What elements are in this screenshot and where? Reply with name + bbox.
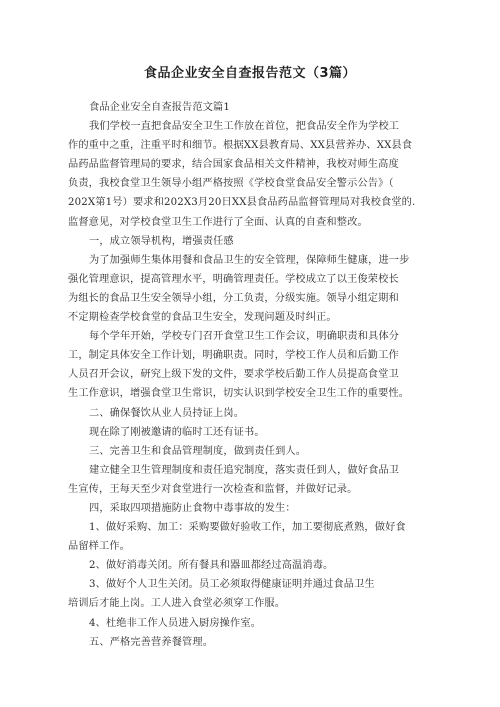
text-line: 每个学年开始，学校专门召开食堂卫生工作会议，明确职责和具体分: [89, 331, 400, 343]
text-line: 工，制定具体安全工作计划，明确职责。同时，学校工作人员和后勤工作: [68, 350, 399, 362]
text-line: 三、完善卫生和食品管理制度，做到责任到人。: [89, 445, 307, 457]
text-line: 作的重中之重，注重平时和细节。根据XX县教育局、XX县营养办、XX县食: [68, 140, 413, 152]
text-line: 202X第1号）要求和202X3月20日XX县食品药品监督管理局对我校食堂的.: [68, 197, 416, 209]
text-line: 监督意见，对学校食堂卫生工作进行了全面、认真的自查和整改。: [68, 216, 368, 228]
text-line: 人员召开会议，研究上级下发的文件，要求学校后勤工作人员提高食堂卫: [68, 369, 399, 381]
document-body: [68, 98, 442, 652]
text-line: 强化管理意识，提高管理水平，明确管理责任。学校成立了以王俊荣校长: [68, 273, 399, 285]
text-line: 1、做好采购、加工：采购要做好验收工作，加工要彻底煮熟，做好食: [89, 522, 406, 534]
text-line: 为组长的食品卫生安全领导小组，分工负责，分级实施。领导小组定期和: [68, 292, 399, 304]
text-line: 培训后才能上岗。工人进入食堂必须穿工作服。: [68, 598, 286, 610]
text-line: 4、杜绝非工作人员进入厨房操作室。: [89, 617, 262, 629]
text-line: 一，成立领导机构，增强责任感: [89, 235, 234, 247]
text-line: 不定期检查学校食堂的食品卫生安全，发现问题及时纠正。: [68, 312, 337, 324]
text-line: 现在除了刚被邀请的临时工还有证书。: [89, 426, 265, 438]
text-line: 生工作意识，增强食堂卫生常识，切实认识到学校安全卫生工作的重要性。: [68, 388, 410, 400]
text-line: 生宣传，王每天至少对食堂进行一次检查和监督，并做好记录。: [68, 483, 358, 495]
text-line: 食品企业安全自查报告范文篇1: [89, 102, 231, 113]
document-title: 食品企业安全自查报告范文（3篇）: [143, 66, 357, 81]
text-line: 2、做好消毒关闭。所有餐具和器皿都经过高温消毒。: [89, 560, 334, 572]
text-line: 建立健全卫生管理制度和责任追究制度，落实责任到人，做好食品卫: [89, 464, 400, 476]
text-line: 为了加强师生集体用餐和食品卫生的安全管理，保障师生健康，进一步: [89, 254, 410, 266]
text-line: 3、做好个人卫生关闭。员工必须取得健康证明并通过食品卫生: [89, 579, 375, 591]
text-line: 四，采取四项措施防止食物中毒事故的发生：: [89, 502, 296, 514]
text-line: 我们学校一直把食品安全卫生工作放在首位，把食品安全作为学校工: [89, 121, 400, 133]
text-line: 二、确保餐饮从业人员持证上岗。: [89, 407, 245, 419]
text-line: 五、严格完善营养餐管理。: [89, 636, 214, 648]
text-line: 品药品监督管理局的要求，结合国家食品相关文件精神，我校对师生高度: [68, 159, 399, 171]
text-line: 品留样工作。: [68, 541, 131, 553]
text-line: 负责，我校食堂卫生领导小组严格按照《学校食堂食品安全警示公告》（: [68, 178, 394, 190]
